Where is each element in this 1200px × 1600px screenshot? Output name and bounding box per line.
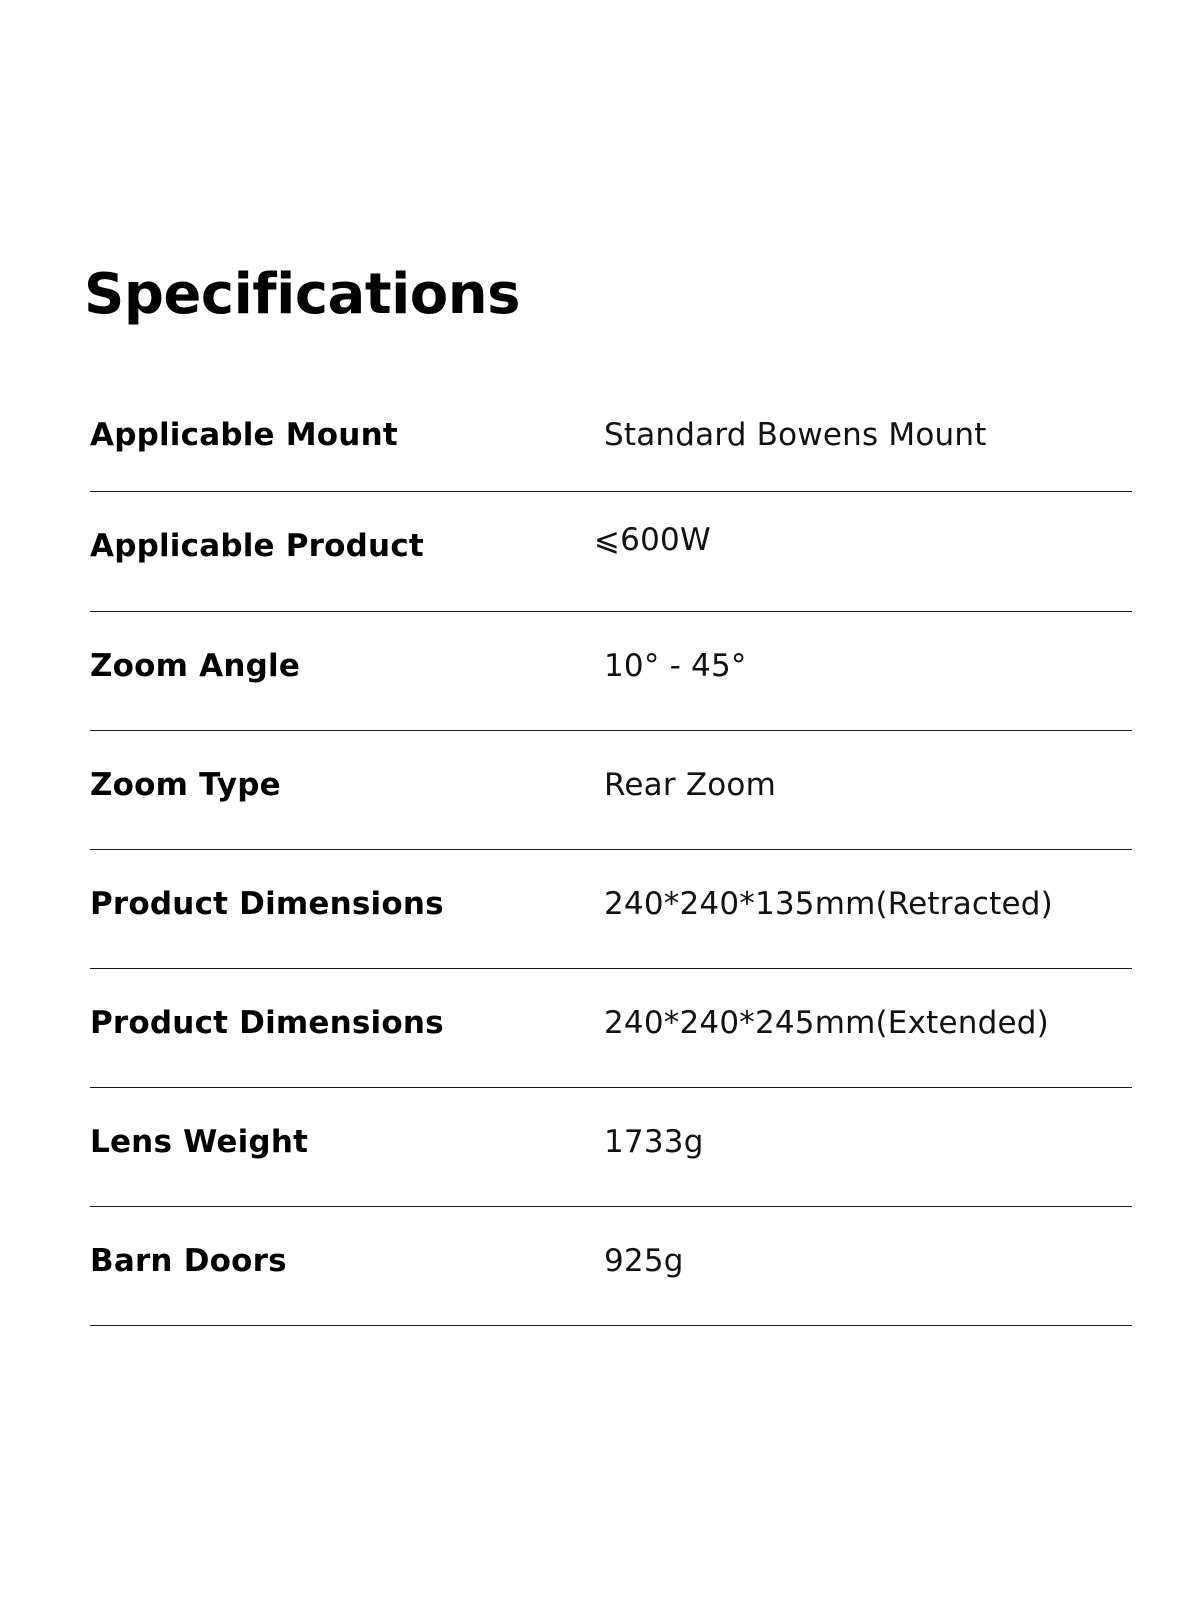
spec-value: Rear Zoom — [604, 767, 776, 803]
spec-row-barn-doors — [90, 1207, 1132, 1326]
spec-table — [90, 372, 1132, 1326]
spec-row-applicable-mount — [90, 372, 1132, 492]
spec-row-product-dimensions-retracted — [90, 850, 1132, 969]
spec-label: Zoom Angle — [90, 648, 301, 684]
spec-value: 10° - 45° — [604, 648, 747, 684]
spec-label: Applicable Mount — [90, 417, 398, 453]
spec-row-zoom-type — [90, 731, 1132, 850]
spec-row-applicable-product — [90, 492, 1132, 612]
spec-value: 1733g — [604, 1124, 704, 1160]
page-title: Specifications — [84, 262, 520, 327]
spec-label: Zoom Type — [90, 767, 281, 803]
spec-row-product-dimensions-extended — [90, 969, 1132, 1088]
spec-label: Lens Weight — [90, 1124, 309, 1160]
spec-value: 240*240*135mm(Retracted) — [604, 886, 1053, 922]
spec-row-lens-weight — [90, 1088, 1132, 1207]
spec-value: ⩽600W — [594, 522, 711, 558]
spec-value: 240*240*245mm(Extended) — [604, 1005, 1049, 1041]
spec-row-zoom-angle — [90, 612, 1132, 731]
spec-label: Applicable Product — [90, 528, 424, 564]
spec-label: Barn Doors — [90, 1243, 287, 1279]
spec-label: Product Dimensions — [90, 1005, 444, 1041]
spec-label: Product Dimensions — [90, 886, 444, 922]
spec-value: 925g — [604, 1243, 684, 1279]
spec-value: Standard Bowens Mount — [604, 417, 987, 453]
